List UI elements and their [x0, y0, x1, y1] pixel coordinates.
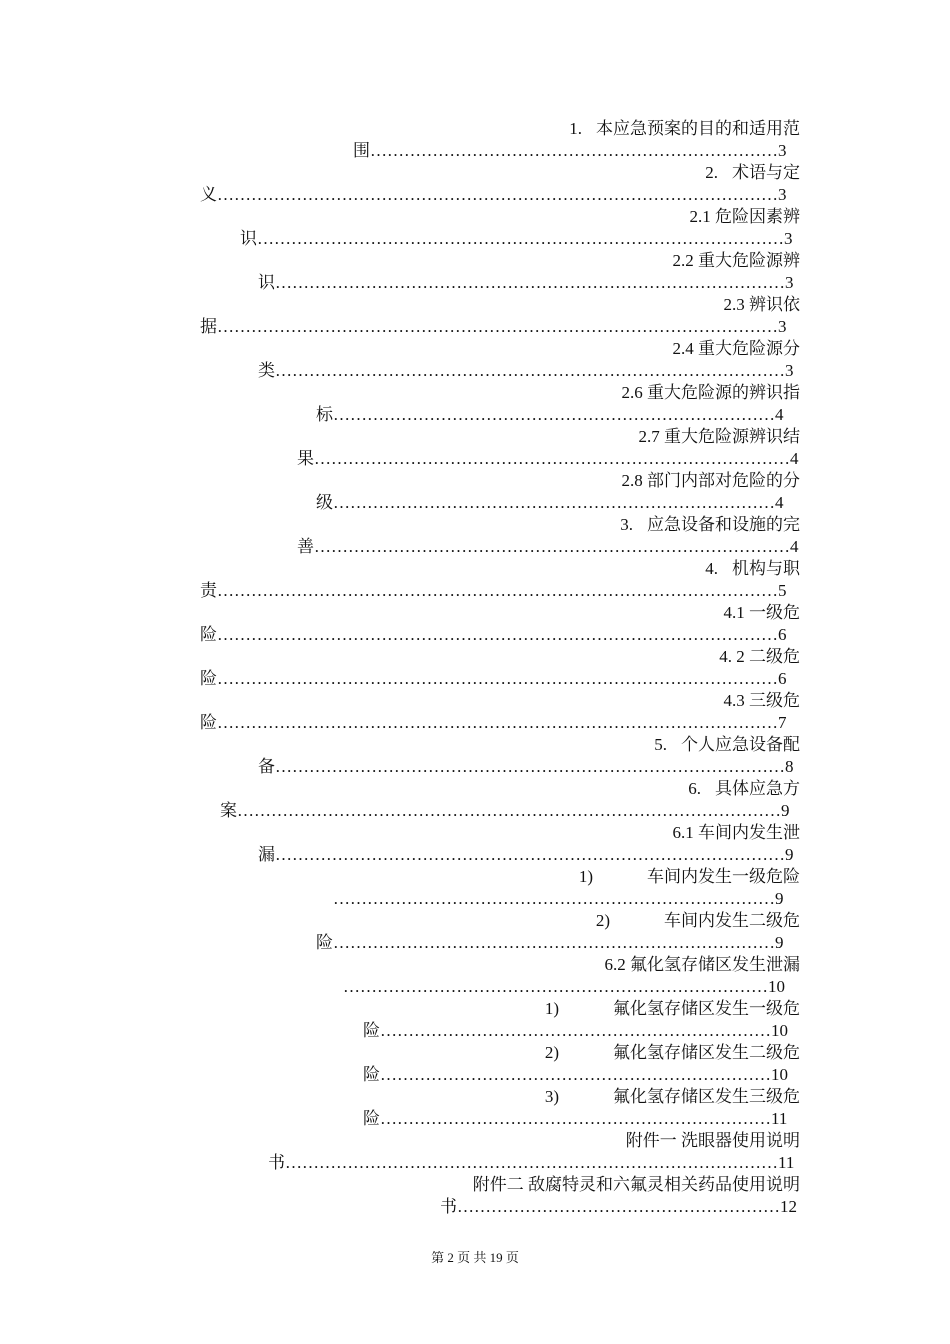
- toc-entry-leader-line: [333, 888, 800, 910]
- toc-entry-title-tail: 围: [353, 141, 370, 160]
- toc-entry-heading: [705, 162, 800, 184]
- toc-entry-page-number: 3: [785, 273, 794, 292]
- dot-leader: ………………………………………………………………………………: [275, 273, 785, 292]
- dot-leader: …………………………………………………………………………: [314, 537, 790, 556]
- dot-leader: ………………………………………………………………………………: [275, 757, 785, 776]
- toc-entry-title-tail: 险: [200, 625, 217, 644]
- toc-entry[interactable]: [0, 338, 950, 382]
- toc-entry-heading: [690, 206, 801, 228]
- toc-entry-title-tail: 责: [200, 581, 217, 600]
- toc-entry-heading: [622, 470, 801, 492]
- toc-entry-number: 6.: [688, 779, 701, 798]
- toc-entry-title: 附件一 洗眼器使用说明: [625, 1131, 800, 1150]
- toc-entry-heading: [705, 558, 800, 580]
- toc-entry-title: 车间内发生一级危险: [647, 867, 800, 886]
- dot-leader: ………………………………………………………………………………………: [217, 669, 778, 688]
- toc-entry[interactable]: [0, 250, 950, 294]
- toc-entry-leader-line: [316, 404, 800, 426]
- toc-entry-title: 车间内发生二级危: [664, 911, 800, 930]
- toc-entry-heading: [688, 778, 800, 800]
- toc-entry-heading: [724, 602, 801, 624]
- toc-entry-page-number: 12: [780, 1197, 797, 1216]
- toc-entry-heading: [569, 118, 800, 140]
- toc-entry-number: 4.: [705, 559, 718, 578]
- toc-entry-title-tail: 书: [440, 1197, 457, 1216]
- toc-entry-heading: [626, 1130, 800, 1152]
- toc-entry-number: 2.: [705, 163, 718, 182]
- toc-entry-title-tail: 漏: [258, 845, 275, 864]
- dot-leader: …………………………………………………………………: [343, 977, 768, 996]
- toc-entry-heading: [673, 822, 801, 844]
- dot-leader: ………………………………………………………………………………: [275, 845, 785, 864]
- toc-entry[interactable]: [0, 470, 950, 514]
- toc-entry[interactable]: [0, 866, 950, 910]
- toc-entry-title-tail: 案: [220, 801, 237, 820]
- toc-entry[interactable]: [0, 646, 950, 690]
- toc-entry-heading: [545, 1086, 800, 1108]
- toc-entry-page-number: 4: [775, 405, 784, 424]
- toc-entry-leader-line: [353, 140, 800, 162]
- toc-entry[interactable]: [0, 206, 950, 250]
- toc-entry-page-number: 9: [785, 845, 794, 864]
- dot-leader: ……………………………………………………………………………………: [237, 801, 781, 820]
- toc-entry-title-tail: 级: [316, 493, 333, 512]
- toc-entry[interactable]: [0, 690, 950, 734]
- toc-entry[interactable]: [0, 778, 950, 822]
- toc-entry-title-tail: 识: [258, 273, 275, 292]
- toc-entry-page-number: 9: [775, 933, 784, 952]
- toc-entry-title: 4. 2 二级危: [719, 647, 800, 666]
- toc-entry-heading: [596, 910, 800, 932]
- toc-entry-title-tail: 险: [363, 1109, 380, 1128]
- toc-entry-leader-line: [258, 272, 800, 294]
- toc-entry-leader-line: [440, 1196, 800, 1218]
- toc-entry-page-number: 8: [785, 757, 794, 776]
- toc-entry-page-number: 10: [771, 1021, 788, 1040]
- toc-entry-page-number: 10: [768, 977, 785, 996]
- toc-entry-title-tail: 义: [200, 185, 217, 204]
- toc-entry-page-number: 7: [778, 713, 787, 732]
- toc-entry-title-tail: 险: [316, 933, 333, 952]
- toc-entry[interactable]: [0, 1130, 950, 1174]
- toc-entry-number: 3): [544, 1087, 559, 1106]
- toc-entry-leader-line: [343, 976, 800, 998]
- toc-entry-title: 应急设备和设施的完: [647, 515, 800, 534]
- dot-leader: ……………………………………………………………: [380, 1109, 771, 1128]
- toc-entry-title: 2.8 部门内部对危险的分: [621, 471, 800, 490]
- toc-entry[interactable]: [0, 910, 950, 954]
- toc-entry[interactable]: [0, 382, 950, 426]
- toc-entry-page-number: 3: [778, 141, 787, 160]
- toc-entry-leader-line: [200, 580, 800, 602]
- toc-entry-heading: [605, 954, 801, 976]
- toc-entry-title: 2.6 重大危险源的辨识指: [621, 383, 800, 402]
- toc-entry[interactable]: [0, 558, 950, 602]
- toc-entry-leader-line: [363, 1020, 800, 1042]
- toc-entry-title-tail: 险: [363, 1021, 380, 1040]
- toc-entry-leader-line: [363, 1108, 800, 1130]
- toc-entry-page-number: 3: [778, 185, 787, 204]
- toc-entry-leader-line: [258, 844, 800, 866]
- toc-entry-heading: [622, 382, 801, 404]
- toc-entry-leader-line: [200, 712, 800, 734]
- toc-entry[interactable]: [0, 998, 950, 1042]
- toc-entry-page-number: 4: [790, 537, 799, 556]
- toc-entry-title: 4.3 三级危: [723, 691, 800, 710]
- toc-entry-title-tail: 书: [268, 1153, 285, 1172]
- toc-entry-page-number: 5: [778, 581, 787, 600]
- toc-entry-leader-line: [220, 800, 800, 822]
- toc-entry-heading: [724, 294, 801, 316]
- toc-entry-number: 5.: [654, 735, 667, 754]
- dot-leader: ………………………………………………………………………………………: [217, 317, 778, 336]
- toc-entry-leader-line: [258, 360, 800, 382]
- toc-entry-title-tail: 果: [297, 449, 314, 468]
- dot-leader: ……………………………………………………………: [380, 1021, 771, 1040]
- toc-entry-page-number: 11: [778, 1153, 795, 1172]
- toc-entry-heading: [579, 866, 800, 888]
- toc-entry-title: 6.2 氟化氢存储区发生泄漏: [604, 955, 800, 974]
- dot-leader: ……………………………………………………………………: [333, 405, 775, 424]
- toc-entry-heading: [639, 426, 801, 448]
- toc-entry[interactable]: [0, 1086, 950, 1130]
- toc-entry-number: 2): [544, 1043, 559, 1062]
- toc-entry[interactable]: [0, 822, 950, 866]
- toc-entry-heading: [673, 250, 801, 272]
- toc-entry[interactable]: [0, 734, 950, 778]
- toc-entry-title: 氟化氢存储区发生三级危: [613, 1087, 800, 1106]
- toc-entry-title: 具体应急方: [715, 779, 800, 798]
- dot-leader: ………………………………………………………………: [370, 141, 778, 160]
- toc-entry-leader-line: [200, 184, 800, 206]
- toc-entry-leader-line: [200, 316, 800, 338]
- dot-leader: ……………………………………………………………: [380, 1065, 771, 1084]
- toc-entry-title-tail: 标: [316, 405, 333, 424]
- toc-entry-title: 2.7 重大危险源辨识结: [638, 427, 800, 446]
- toc-entry-heading: [673, 338, 801, 360]
- toc-entry-number: 3.: [620, 515, 633, 534]
- toc-entry-page-number: 9: [775, 889, 784, 908]
- toc-entry-title: 氟化氢存储区发生二级危: [613, 1043, 800, 1062]
- toc-entry[interactable]: [0, 1042, 950, 1086]
- table-of-contents: [0, 118, 950, 1218]
- toc-entry-number: 1): [544, 999, 559, 1018]
- dot-leader: …………………………………………………………………………………: [257, 229, 784, 248]
- toc-entry-leader-line: [200, 668, 800, 690]
- dot-leader: ………………………………………………………………………………………: [217, 185, 778, 204]
- toc-entry-number: 1): [578, 867, 593, 886]
- toc-entry-title-tail: 据: [200, 317, 217, 336]
- toc-entry-title-tail: 险: [200, 713, 217, 732]
- toc-entry-number: 1.: [569, 119, 582, 138]
- dot-leader: ………………………………………………………………………………: [275, 361, 785, 380]
- toc-entry-title: 个人应急设备配: [681, 735, 800, 754]
- dot-leader: ………………………………………………………………………………………: [217, 713, 778, 732]
- toc-entry-heading: [724, 690, 801, 712]
- toc-entry-leader-line: [297, 448, 800, 470]
- toc-entry-title: 机构与职: [732, 559, 800, 578]
- dot-leader: ……………………………………………………………………………: [285, 1153, 778, 1172]
- dot-leader: …………………………………………………: [457, 1197, 780, 1216]
- toc-entry-page-number: 3: [785, 361, 794, 380]
- toc-entry-title: 2.3 辨识依: [723, 295, 800, 314]
- toc-entry-heading: [545, 998, 800, 1020]
- toc-entry-page-number: 3: [784, 229, 793, 248]
- toc-entry-title: 本应急预案的目的和适用范: [596, 119, 800, 138]
- toc-entry[interactable]: [0, 1174, 950, 1218]
- toc-entry-title-tail: 识: [240, 229, 257, 248]
- dot-leader: ……………………………………………………………………: [333, 889, 775, 908]
- toc-entry-title: 6.1 车间内发生泄: [672, 823, 800, 842]
- toc-entry-title: 2.4 重大危险源分: [672, 339, 800, 358]
- toc-entry-leader-line: [240, 228, 800, 250]
- toc-entry-title-tail: 善: [297, 537, 314, 556]
- toc-entry[interactable]: [0, 602, 950, 646]
- toc-entry[interactable]: [0, 162, 950, 206]
- toc-entry-leader-line: [297, 536, 800, 558]
- toc-entry-page-number: 4: [790, 449, 799, 468]
- toc-entry-title: 附件二 敌腐特灵和六氟灵相关药品使用说明: [472, 1175, 800, 1194]
- toc-entry-title: 4.1 一级危: [723, 603, 800, 622]
- dot-leader: ………………………………………………………………………………………: [217, 625, 778, 644]
- toc-entry-page-number: 3: [778, 317, 787, 336]
- toc-entry-page-number: 6: [778, 669, 787, 688]
- toc-entry-heading: [719, 646, 800, 668]
- toc-entry[interactable]: [0, 514, 950, 558]
- toc-entry-title: 2.2 重大危险源辨: [672, 251, 800, 270]
- toc-entry-page-number: 10: [771, 1065, 788, 1084]
- toc-entry-leader-line: [316, 932, 800, 954]
- toc-entry[interactable]: [0, 426, 950, 470]
- dot-leader: ………………………………………………………………………………………: [217, 581, 778, 600]
- toc-entry[interactable]: [0, 954, 950, 998]
- page-footer: 第 2 页 共 19 页: [431, 1250, 519, 1265]
- toc-entry-title-tail: 险: [200, 669, 217, 688]
- toc-entry[interactable]: [0, 294, 950, 338]
- toc-entry-heading: [545, 1042, 800, 1064]
- toc-entry-heading: [654, 734, 800, 756]
- toc-entry-title-tail: 备: [258, 757, 275, 776]
- toc-entry-heading: [620, 514, 800, 536]
- dot-leader: ……………………………………………………………………: [333, 933, 775, 952]
- toc-entry-title: 术语与定: [732, 163, 800, 182]
- toc-entry-page-number: 9: [781, 801, 790, 820]
- toc-entry-page-number: 6: [778, 625, 787, 644]
- toc-entry-leader-line: [200, 624, 800, 646]
- dot-leader: ……………………………………………………………………: [333, 493, 775, 512]
- toc-entry-leader-line: [258, 756, 800, 778]
- toc-entry-number: 2): [595, 911, 610, 930]
- toc-entry-leader-line: [363, 1064, 800, 1086]
- toc-entry-leader-line: [268, 1152, 800, 1174]
- toc-entry-leader-line: [316, 492, 800, 514]
- toc-entry-title: 2.1 危险因素辨: [689, 207, 800, 226]
- toc-entry-heading: [473, 1174, 800, 1196]
- toc-entry-title: 氟化氢存储区发生一级危: [613, 999, 800, 1018]
- toc-entry-page-number: 4: [775, 493, 784, 512]
- toc-entry-title-tail: 险: [363, 1065, 380, 1084]
- dot-leader: …………………………………………………………………………: [314, 449, 790, 468]
- toc-entry-page-number: 11: [771, 1109, 788, 1128]
- toc-entry-title-tail: 类: [258, 361, 275, 380]
- toc-entry[interactable]: [0, 118, 950, 162]
